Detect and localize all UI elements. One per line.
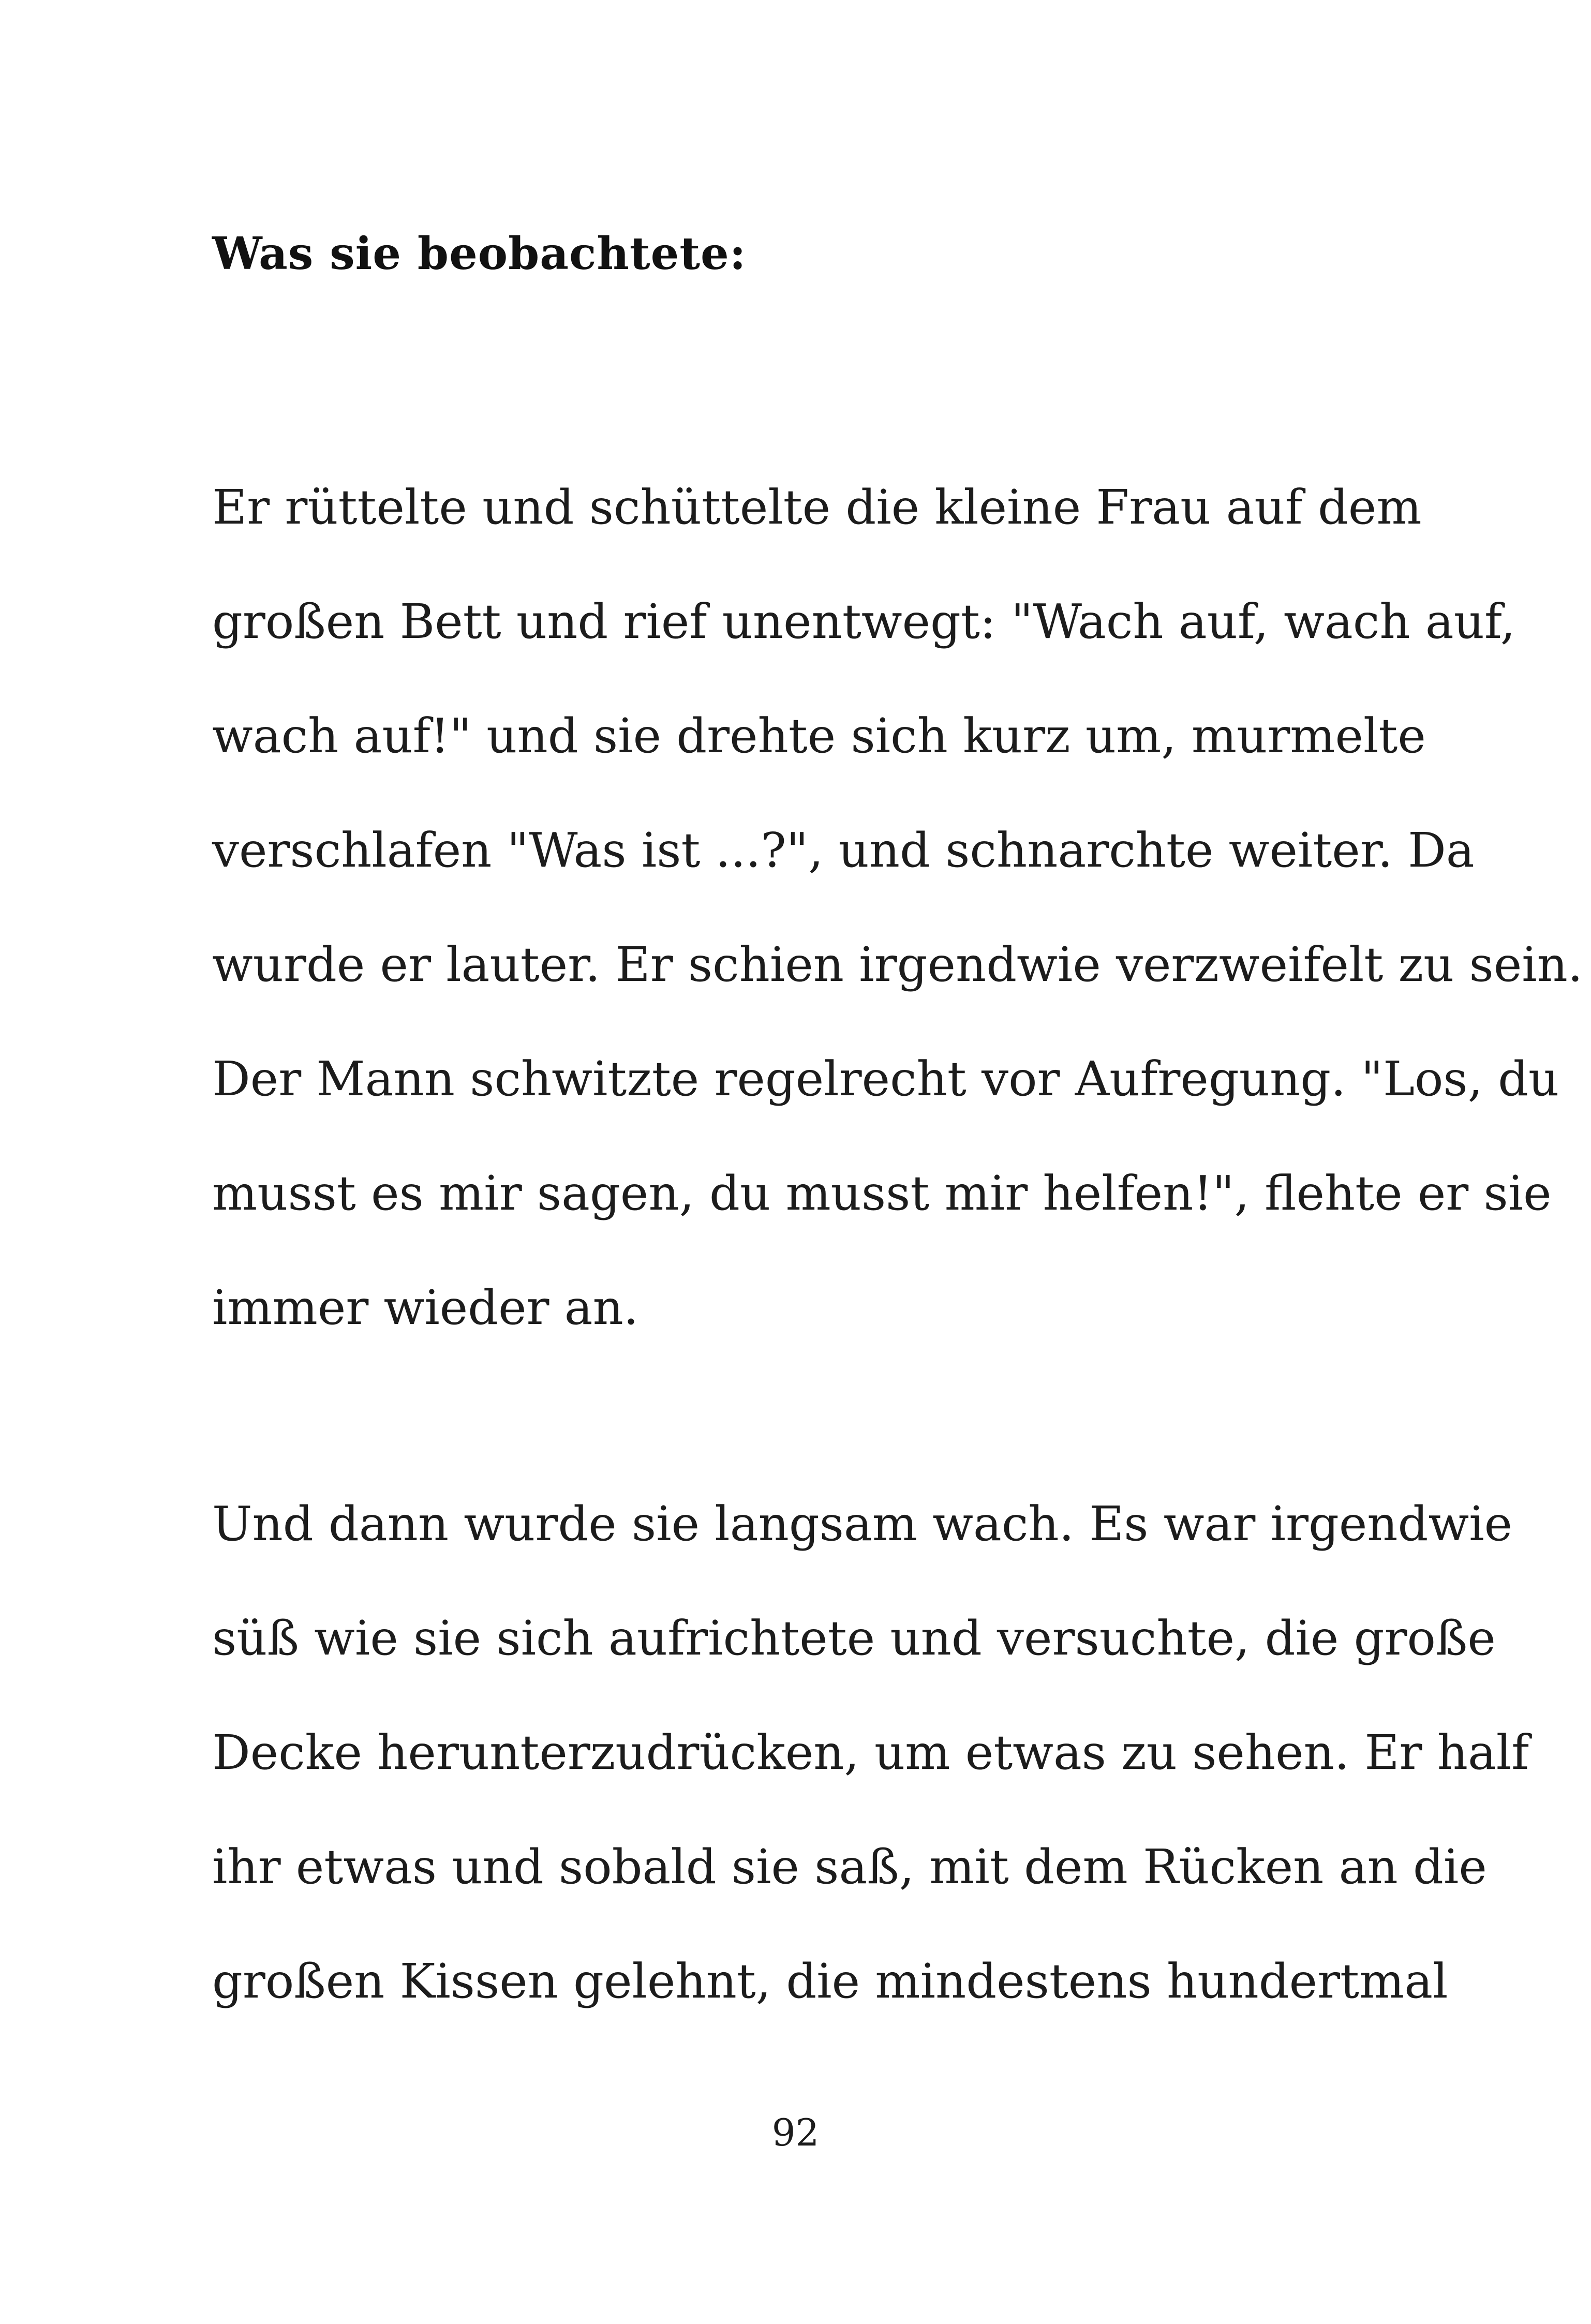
paragraph-2: [212, 1467, 1529, 2038]
text-line: Der Mann schwitzte regelrecht vor Aufregung. "Los, du: [212, 1051, 1559, 1107]
text-line: wach auf!" und sie drehte sich kurz um, murmelte: [212, 708, 1426, 764]
text-line: wurde er lauter. Er schien irgendwie verzweifelt zu sein.: [212, 937, 1583, 992]
text-line: ihr etwas und sobald sie saß, mit dem Rücken an die: [212, 1839, 1487, 1895]
page-number: 92: [771, 2111, 820, 2154]
text-line: großen Kissen gelehnt, die mindestens hundertmal: [212, 1954, 1448, 2009]
paragraph-1: [212, 450, 1583, 1365]
text-line: verschlafen "Was ist ...?", und schnarchte weiter. Da: [212, 823, 1475, 878]
text-line: musst es mir sagen, du musst mir helfen!", flehte er sie: [212, 1166, 1552, 1221]
text-line: Decke herunterzudrücken, um etwas zu sehen. Er half: [212, 1725, 1529, 1780]
section-heading: Was sie beobachtete:: [212, 228, 747, 280]
text-line: Er rüttelte und schüttelte die kleine Frau auf dem: [212, 480, 1422, 535]
text-line: immer wieder an.: [212, 1280, 639, 1335]
text-line: süß wie sie sich aufrichtete und versuchte, die große: [212, 1611, 1496, 1666]
text-line: großen Bett und rief unentwegt: "Wach auf, wach auf,: [212, 594, 1515, 649]
text-line: Und dann wurde sie langsam wach. Es war irgendwie: [212, 1496, 1513, 1552]
